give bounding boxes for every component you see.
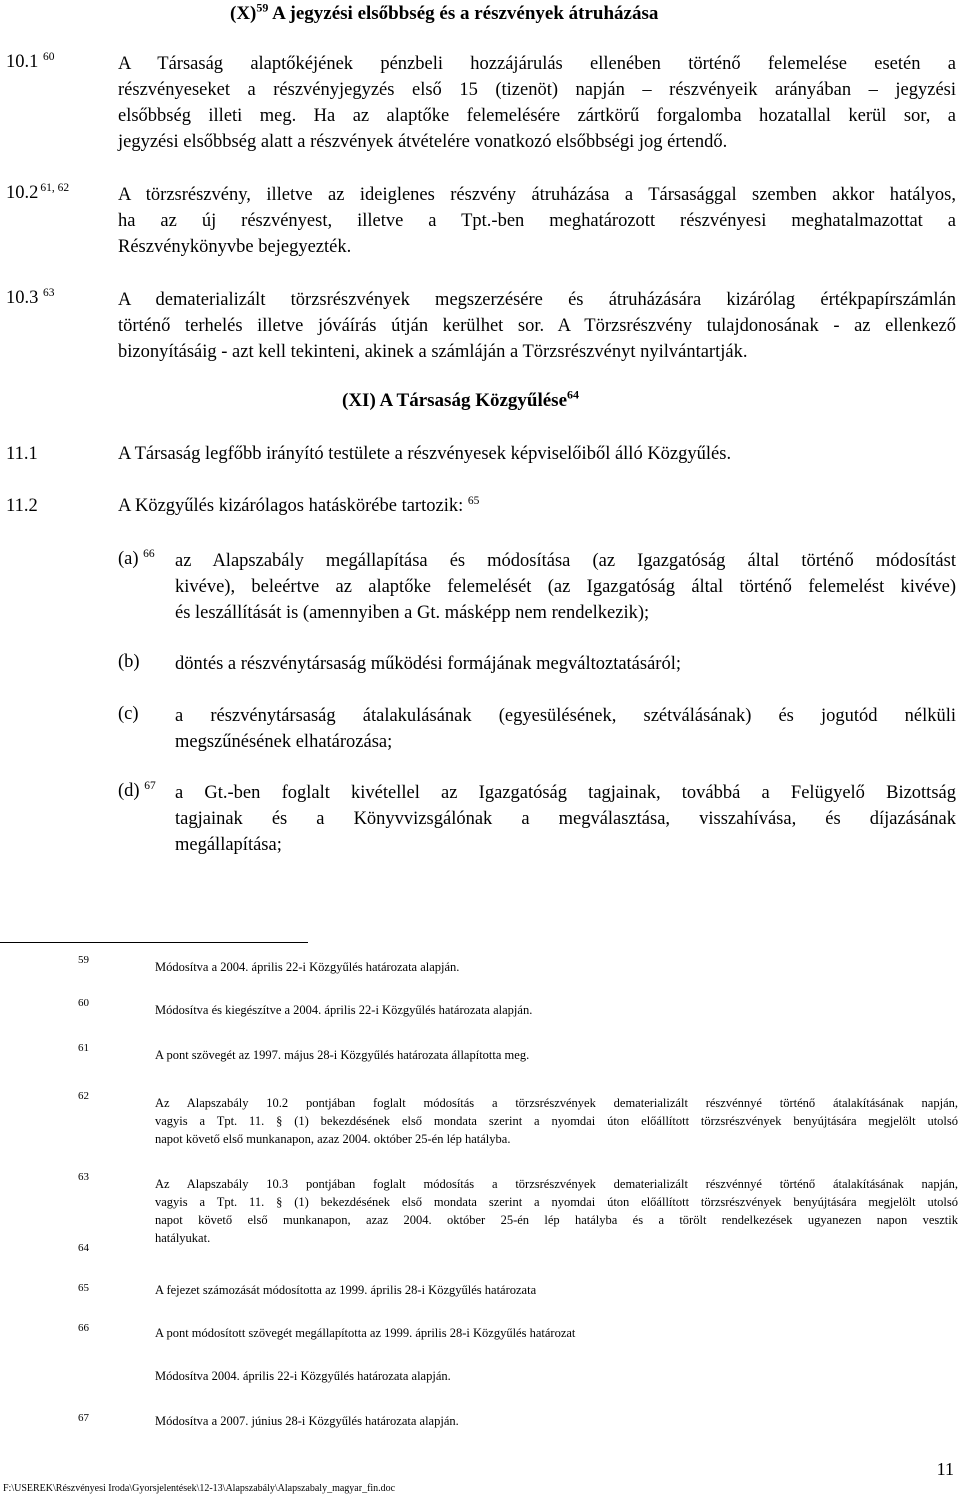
footnote-ref: 60: [43, 50, 55, 63]
footnote-number: 66: [78, 1322, 89, 1334]
footnote-text: Az Alapszabály 10.3 pontjában foglalt módosítás a törzsrészvények dematerializált részvénnyé történő átalakításának napján, vagyis a Tpt. 11. § (1) bekezdésének első mondata szerint a nyomdai úton előállított törzsrészvények benyújtására megjelölt utolsó napot követő első munkanapon, azaz 2004. október 25-én lép hatályba és a törölt rendelkezések ugyanezen napon vesztik hatályukat.: [155, 1177, 958, 1245]
section-x-heading: $(X)^{59}$ A jegyzési elsőbbség és a részvények átruházása: [230, 0, 659, 24]
footnote-text: Az Alapszabály 10.2 pontjában foglalt módosítás a törzsrészvények dematerializált részvénnyé történő átalakításának napján, vagyis a Tpt. 11. § (1) bekezdésének első mondata szerint a nyomdai úton előállított törzsrészvények benyújtására megjelölt utolsó napot követő első munkanapon, azaz 2004. október 25-én lép hatályba.: [155, 1096, 958, 1146]
clause-number: 10.3 $^{63}$: [6, 286, 55, 308]
footnote-number: 64: [78, 1242, 89, 1254]
footnote-number: 63: [78, 1171, 89, 1183]
footnote-ref: 65: [467, 494, 480, 507]
footnote-text: Módosítva a 2007. június 28-i Közgyűlés határozata alapján.: [155, 1414, 459, 1428]
file-path-footer: F:\USEREK\Részvényesi Iroda\Gyorsjelentések\12-13\Alapszabály\Alapszabaly_magyar_fin.doc: [3, 1483, 396, 1494]
footnote-number: 60: [78, 997, 89, 1009]
footnote-number: 62: [78, 1090, 89, 1102]
clause-number: 11.2: [6, 496, 38, 516]
footnote-ref: 66: [143, 547, 155, 560]
footnote-text: A pont módosított szövegét megállapította az 1999. április 28-i Közgyűlés határozat: [155, 1326, 576, 1340]
clause-10-1-text: A Társaság alaptőkéjének pénzbeli hozzájárulás ellenében történő felemelése esetén a részvényeseket a részvényjegyzés első 15 (tizenöt) napján – részvényeik arányában – jegyzési elsőbbség illeti meg. Ha az alaptőke felemelésére zártkörű forgalomba hozatallal kerül sor, a jegyzési elsőbbség alatt a részvények átvételére vonatkozó elsőbbségi jog értendő.: [118, 54, 956, 152]
clause-number: 10.2 $^{61, 62}$: [6, 181, 70, 203]
footnote-separator: [0, 942, 308, 943]
clause-number: 10.1 $^{60}$: [6, 50, 55, 72]
clause-11-1-text: A Társaság legfőbb irányító testülete a részvényesek képviselőiből álló Közgyűlés.: [118, 444, 732, 464]
clause-10-3-text: A dematerializált törzsrészvények megszerzésére és átruházására kizárólag értékpapírszámlán történő terhelés illetve jóváírás útján kerülhet sor. A Törzsrészvény tulajdonosának - az ellenkező bizonyításáig - azt kell tekinteni, akinek a számláján a Törzsrészvényt nyilvántartják.: [118, 290, 956, 362]
footnote-ref: 64: [567, 387, 580, 402]
clause-11-2-text: A Közgyűlés kizárólagos hatáskörébe tartozik: $^{65}$: [118, 494, 480, 516]
item-label: (a) $^{66}$: [118, 547, 155, 569]
footnote-text: Módosítva 2004. április 22-i Közgyűlés határozata alapján.: [155, 1369, 451, 1383]
footnote-ref: 63: [43, 286, 55, 299]
footnote-ref: 61, 62: [40, 181, 70, 194]
item-d-text: a Gt.-ben foglalt kivétellel az Igazgatóság tagjainak, továbbá a Felügyelő Bizottság tagjainak és a Könyvvizsgálónak a megválasztása, visszahívása, és díjazásának megállapítása;: [175, 783, 956, 855]
item-b-text: döntés a részvénytársaság működési formájának megváltoztatásáról;: [175, 654, 681, 674]
footnote-ref: 67: [144, 779, 156, 792]
item-a-text: az Alapszabály megállapítása és módosítása (az Igazgatóság által történő módosítást kivéve), beleértve az alaptőke felemelését (az Igazgatóság által történő felemelést kivéve) és leszállítását is (amennyiben a Gt. másképp nem rendelkezik);: [175, 551, 956, 623]
footnote-number: 59: [78, 954, 89, 966]
clause-number: 11.1: [6, 444, 38, 464]
footnote-text: Módosítva és kiegészítve a 2004. április 22-i Közgyűlés határozata alapján.: [155, 1003, 533, 1017]
footnote-text: Módosítva a 2004. április 22-i Közgyűlés határozata alapján.: [155, 960, 460, 974]
item-label: (d) $^{67}$: [118, 779, 156, 801]
footnote-ref: 59: [256, 0, 269, 15]
section-xi-heading: (XI) A Társaság Közgyűlése$^{64}$: [342, 387, 580, 411]
page-number: 11: [936, 1459, 954, 1479]
item-label: (b): [118, 652, 140, 672]
footnote-text: A pont szövegét az 1997. május 28-i Közgyűlés határozata állapította meg.: [155, 1048, 530, 1062]
clause-10-2-text: A törzsrészvény, illetve az ideiglenes részvény átruházása a Társasággal szemben akkor hatályos, ha az új részvényest, illetve a Tpt.-ben meghatározott részvényesi meghatalmazottat a Részvénykönyvbe bejegyezték.: [118, 185, 956, 257]
footnote-number: 65: [78, 1282, 89, 1294]
footnote-number: 67: [78, 1412, 89, 1424]
item-label: (c): [118, 704, 139, 724]
footnote-number: 61: [78, 1042, 89, 1054]
footnote-text: A fejezet számozását módosította az 1999. április 28-i Közgyűlés határozata: [155, 1283, 537, 1297]
item-c-text: a részvénytársaság átalakulásának (egyesülésének, szétválásának) és jogutód nélküli megszűnésének elhatározása;: [175, 706, 956, 752]
